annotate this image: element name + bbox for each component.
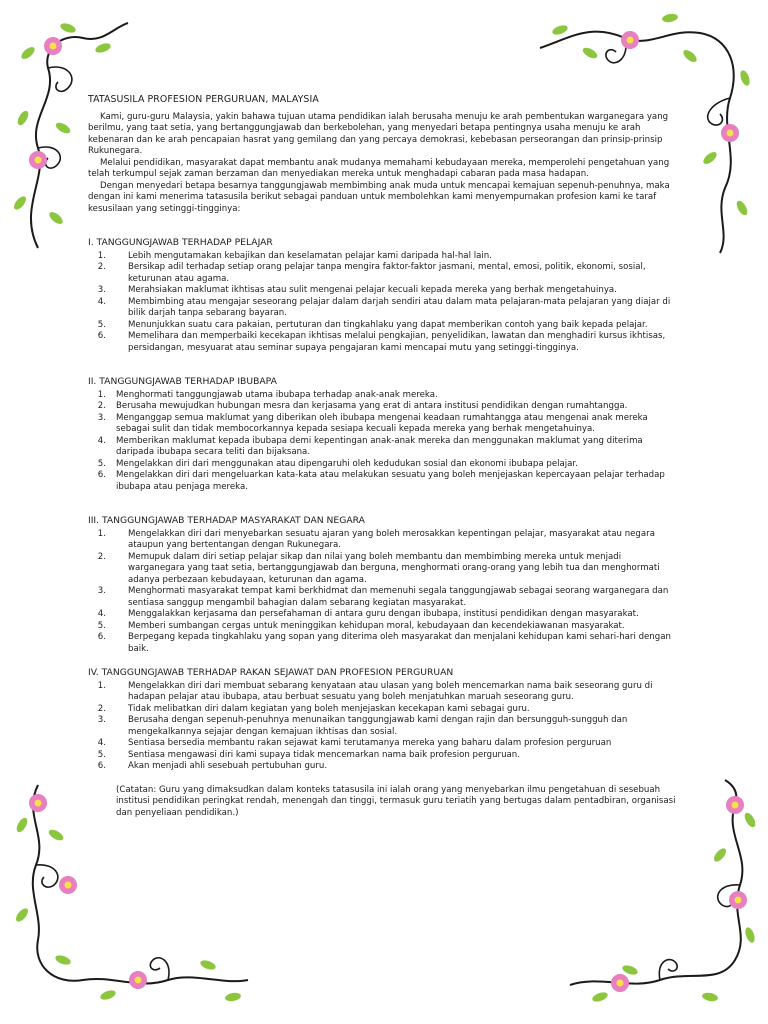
list-item: [88, 262, 678, 285]
list-item: [88, 761, 678, 773]
item-text: Menganggap semua maklumat yang diberikan oleh ibubapa mengenai keadaan rumahtangga atau mengenai anak mereka sebagai sulit dan tidak membocorkannya kepada sesiapa kecuali kepada mereka yang berhak mengetahuinya.: [116, 412, 648, 434]
item-number: 2.: [97, 551, 106, 562]
item-text: Menggalakkan kerjasama dan persefahaman di antara guru dengan ibubapa, institusi pendidikan dengan masyarakat.: [128, 609, 639, 619]
list-item: [88, 470, 678, 493]
item-text: Menghormati masyarakat tempat kami berkhidmat dan memenuhi segala tanggungjawab sebagai seorang warganegara dan sentiasa sanggup mengambil bahagian dalam sebarang kegiatan masyarakat.: [128, 586, 669, 608]
section-list: [88, 681, 678, 773]
list-item: [88, 621, 678, 633]
item-number: 2.: [97, 703, 106, 714]
section-list: [88, 390, 678, 494]
item-number: 2.: [97, 401, 106, 411]
section-heading: III. TANGGUNGJAWAB TERHADAP MASYARAKAT DAN NEGARA: [88, 515, 365, 526]
item-text: Membimbing atau mengajar seseorang pelajar dalam darjah sendiri atau dalam mata pelajaran-mata pelajaran yang diajar di bilik darjah tanpa sebarang bayaran.: [128, 296, 671, 318]
list-item: [88, 390, 678, 402]
item-number: 1.: [97, 250, 106, 261]
list-item: [88, 704, 678, 716]
section-masyarakat: [88, 515, 678, 655]
list-item: [88, 738, 678, 750]
section-heading: IV. TANGGUNGJAWAB TERHADAP RAKAN SEJAWAT DAN PROFESION PERGURUAN: [88, 667, 454, 678]
list-item: [88, 320, 678, 332]
footnote: (Catatan: Guru yang dimaksudkan dalam konteks tatasusila ini ialah orang yang menyebarkan ilmu pengetahuan di sesebuah institusi pendidikan peringkat rendah, menengah dan tinggi, termasuk guru teriatih yang bertugas dalam pentadbiran, organisasi dan penyeliaan pendidikan.): [116, 784, 676, 818]
list-item: [88, 459, 678, 471]
item-text: Bersikap adil terhadap setiap orang pelajar tanpa mengira faktor-faktor jasmani, mental, emosi, politik, ekonomi, sosial, keturunan atau agama.: [128, 262, 646, 284]
item-number: 5.: [97, 458, 106, 469]
list-item: [88, 401, 678, 413]
item-number: 3.: [97, 715, 106, 725]
item-text: Berusaha mewujudkan hubungan mesra dan kerjasama yang erat di antara institusi pendidikan dengan rumahtangga.: [116, 401, 628, 411]
list-item: [88, 251, 678, 263]
section-list: [88, 251, 678, 355]
list-item: [88, 529, 678, 552]
item-text: Mengelakkan diri dari mengeluarkan kata-kata atau melakukan sesuatu yang boleh menjejaskan kepercayaan pelajar terhadap ibubapa atau penjaga mereka.: [116, 470, 665, 492]
list-item: [88, 715, 678, 738]
list-item: [88, 285, 678, 297]
list-item: [88, 750, 678, 762]
intro-paragraph: Dengan menyedari betapa besarnya tanggungjawab membimbing anak muda untuk mencapai kemajuan sepenuh-penuhnya, maka dengan ini kami menerima tatasusila berikut sebagai panduan untuk membolehkan kami menyempurnakan profesion kami ke taraf kesusilaan yang setinggi-tingginya:: [88, 180, 670, 214]
item-number: 5.: [97, 319, 106, 330]
document-body: [88, 94, 678, 819]
item-text: Menghormati tanggungjawab utama ibubapa terhadap anak-anak mereka.: [116, 389, 438, 400]
item-number: 6.: [97, 470, 106, 480]
item-text: Lebih mengutamakan kebajikan dan keselamatan pelajar kami daripada hal-hal lain.: [128, 250, 492, 261]
item-number: 3.: [97, 586, 106, 596]
item-number: 4.: [97, 296, 106, 307]
section-heading: II. TANGGUNGJAWAB TERHADAP IBUBAPA: [88, 376, 277, 387]
item-number: 3.: [97, 412, 106, 423]
section-pelajar: [88, 237, 678, 354]
item-number: 6.: [97, 331, 106, 341]
item-text: Berusaha dengan sepenuh-penuhnya menunaikan tanggungjawab kami dengan rajin dan bersungguh-sungguh dan mengekalkannya sejajar dengan kemajuan ikhtisas dan sosial.: [128, 715, 628, 737]
item-number: 6.: [97, 632, 106, 642]
list-item: [88, 681, 678, 704]
item-text: Tidak melibatkan diri dalam kegiatan yang boleh menjejaskan kecekapan kami sebagai guru.: [128, 703, 530, 714]
intro-paragraph: Kami, guru-guru Malaysia, yakin bahawa tujuan utama pendidikan ialah berusaha menuju ke arah pembentukan warganegara yang berilmu, yang taat setia, yang bertanggungjawab dan berkebolehan, yang menyedari betapa pentingnya usaha menuju ke arah kebenaran dan ke arah pencapaian hasrat yang gemilang dan yang percaya demokrasi, kebebasan perseorangan dan prinsip-prinsip Rukunegara.: [88, 111, 669, 156]
intro-block: [88, 112, 678, 216]
list-item: [88, 331, 678, 354]
item-number: 1.: [97, 680, 106, 691]
list-item: [88, 436, 678, 459]
item-number: 2.: [97, 262, 106, 272]
list-item: [88, 609, 678, 621]
item-text: Mengelakkan diri dari menyebarkan sesuatu ajaran yang boleh merosakkan kepentingan pelajar, masyarakat atau negara ataupun yang bertentangan dengan Rukunegara.: [128, 528, 655, 550]
item-text: Merahsiakan maklumat ikhtisas atau sulit mengenai pelajar kecuali kepada mereka yang berhak mengetahuinya.: [128, 285, 617, 295]
item-text: Memelihara dan memperbaiki kecekapan ikhtisas melalui pengkajian, penyelidikan, lawatan dan menghadiri kursus ikhtisas, persidangan, mesyuarat atau seminar supaya pengajaran kami mencapai mutu yang setinggi-tingginya.: [128, 331, 666, 353]
item-number: 1.: [97, 389, 106, 400]
item-number: 4.: [97, 738, 106, 748]
item-text: Sentiasa mengawasi diri kami supaya tidak mencemarkan nama baik profesion perguruan.: [128, 749, 520, 760]
item-number: 4.: [97, 435, 106, 446]
item-text: Memberikan maklumat kepada ibubapa demi kepentingan anak-anak mereka dan menggunakan maklumat yang diterima daripada ibubapa secara teliti dan bijaksana.: [116, 435, 643, 457]
item-text: Memupuk dalam diri setiap pelajar sikap dan nilai yang boleh membantu dan membimbing mereka untuk menjadi warganegara yang taat setia, bertanggungjawab dan berguna, menghormati orang-orang yang lebih tua dan menghormati adanya perbezaan kebudayaan, keturunan dan agama.: [128, 551, 660, 585]
list-item: [88, 297, 678, 320]
list-item: [88, 632, 678, 655]
section-heading: I. TANGGUNGJAWAB TERHADAP PELAJAR: [88, 237, 273, 248]
list-item: [88, 586, 678, 609]
section-ibubapa: [88, 376, 678, 493]
section-list: [88, 529, 678, 656]
item-text: Sentiasa bersedia membantu rakan sejawat kami terutamanya mereka yang baharu dalam profesion perguruan: [128, 738, 612, 748]
item-text: Berpegang kepada tingkahlaku yang sopan yang diterima oleh masyarakat dan menjalani kehidupan kami sehari-hari dengan baik.: [128, 632, 671, 654]
item-number: 4.: [97, 609, 106, 619]
item-text: Mengelakkan diri dari menggunakan atau dipengaruhi oleh kedudukan sosial dan ekonomi ibubapa pelajar.: [116, 458, 578, 469]
item-text: Akan menjadi ahli sesebuah pertubuhan guru.: [128, 761, 328, 771]
item-number: 5.: [97, 749, 106, 760]
item-number: 5.: [97, 620, 106, 631]
item-number: 6.: [97, 761, 106, 771]
item-text: Mengelakkan diri dari membuat sebarang kenyataan atau ulasan yang boleh mencemarkan nama baik seseorang guru di hadapan pelajar atau ibubapa, atau berbuat sesuatu yang boleh menjatuhkan maruah seseorang guru.: [128, 680, 653, 702]
item-number: 1.: [97, 528, 106, 539]
document-title: TATASUSILA PROFESION PERGURUAN, MALAYSIA: [88, 94, 319, 105]
section-rakan-sejawat: [88, 667, 678, 819]
list-item: [88, 413, 678, 436]
item-text: Menunjukkan suatu cara pakaian, pertuturan dan tingkahlaku yang dapat memberikan contoh yang baik kepada pelajar.: [128, 319, 648, 330]
item-number: 3.: [97, 285, 106, 295]
list-item: [88, 552, 678, 587]
item-text: Memberi sumbangan cergas untuk meninggikan kehidupan moral, kebudayaan dan kecendekiawanan masyarakat.: [128, 620, 625, 631]
intro-paragraph: Melalui pendidikan, masyarakat dapat membantu anak mudanya memahami kebudayaan mereka, memperolehi pengetahuan yang telah terkumpul sejak zaman berzaman dan menyediakan mereka untuk menghadapi cabaran pada masa hadapan.: [88, 157, 670, 179]
